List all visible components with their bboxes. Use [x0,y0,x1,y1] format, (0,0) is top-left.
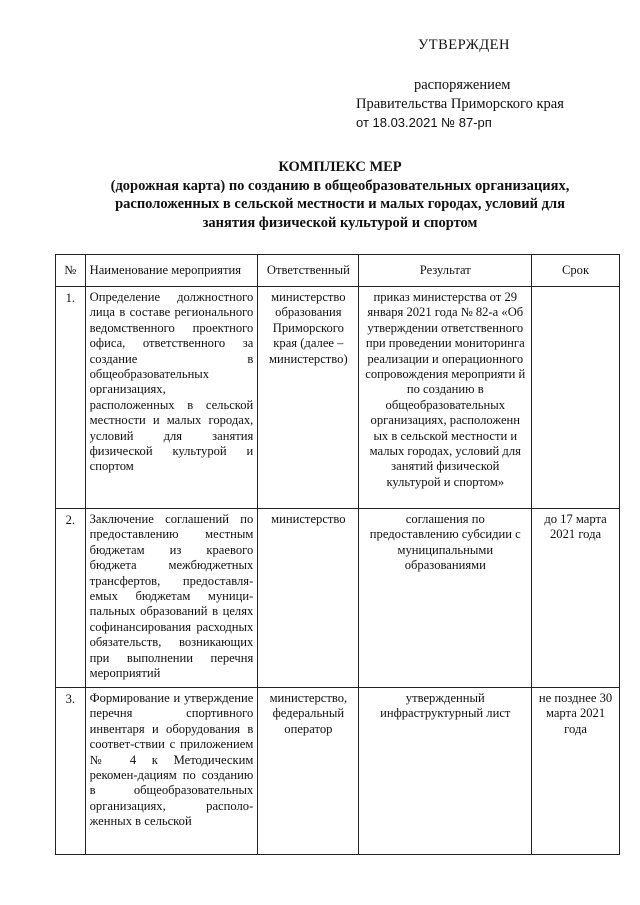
row-responsible: министерство [258,509,359,688]
approval-issuer: Правительства Приморского края [356,96,564,112]
approval-date-number: от 18.03.2021 № 87-рп [356,115,492,130]
row-term: до 17 марта 2021 года [532,509,620,688]
row-name: Заключение соглашений по предоставлению местным бюджетам из краевого бюджета межбюджетных трансфертов, предоставля-емых бюджетам муници-пальных образований в целях софинансирования расходных обязательств, возникающих при выполнении перечня мероприятий [85,509,258,688]
approval-stamp [0,0,640,140]
row-name: Формирование и утверждение перечня спортивного инвентаря и оборудования в соответ-ствии с приложением № 4 к Методическим рекомен-дациям по созданию в общеобразовательных организациях, располо-женных в сельской [85,688,258,855]
row-term [532,287,620,509]
title-line-3: расположенных в сельской местности и малых городах, условий для [115,196,565,212]
header-result: Результат [359,255,532,287]
header-term: Срок [532,255,620,287]
row-num: 2. [56,509,86,688]
title-line-1: КОМПЛЕКС МЕР [278,159,402,175]
document-title [60,158,620,232]
approval-order-type: распоряжением [414,77,511,93]
table-row [56,287,620,509]
row-term: не позднее 30 марта 2021 года [532,688,620,855]
row-result: соглашения по предоставлению субсидии с муниципальными образованиями [359,509,532,688]
approved-heading: УТВЕРЖДЕН [418,37,510,53]
row-responsible: министерство, федеральный оператор [258,688,359,855]
table-header-row [56,255,620,287]
row-responsible: министерство образования Приморского края (далее – министерство) [258,287,359,509]
header-num: № [56,255,86,287]
row-name: Определение должностного лица в составе регионального ведомственного проектного офиса, ответственного за создание в общеобразовательных организациях, расположенных в сельской местности и малых городах, условий для занятия физической культурой и спортом [85,287,258,509]
row-result: утвержденный инфраструктурный лист [359,688,532,855]
title-line-4: занятия физической культурой и спортом [202,214,478,231]
measures-table [55,254,620,855]
table-row [56,688,620,855]
header-responsible: Ответственный [258,255,359,287]
header-name: Наименование мероприятия [85,255,258,287]
row-num: 3. [56,688,86,855]
measures-table-wrapper [55,254,620,855]
row-num: 1. [56,287,86,509]
title-line-2: (дорожная карта) по созданию в общеобразовательных организациях, [110,177,570,194]
table-row [56,509,620,688]
row-result: приказ министерства от 29 января 2021 года № 82-а «Об утверждении ответственного при проведении мониторинга реализации и операционного сопровождения мероприяти й по созданию в общеобразовательных организациях, расположенн ых в сельской местности и малых городах, условий для занятий физической культурой и спортом» [359,287,532,509]
